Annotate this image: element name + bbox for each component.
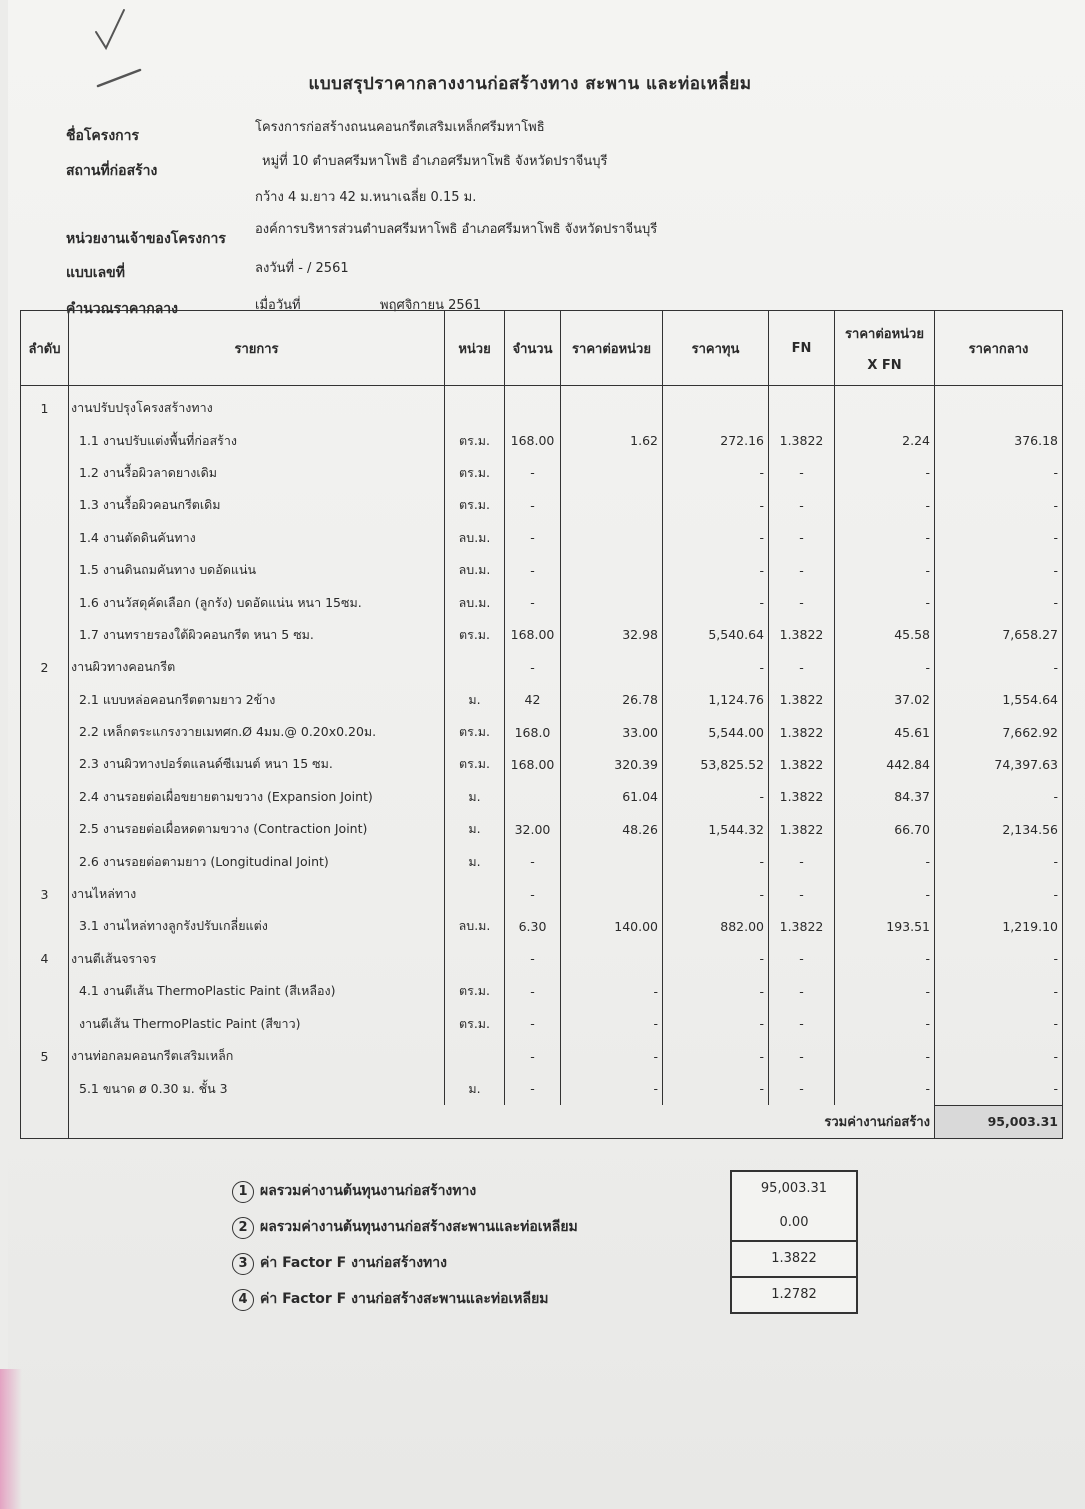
project-value: โครงการก่อสร้างถนนคอนกรีตเสริมเหล็กศรีมหาโพธิ (255, 120, 545, 135)
cell-no (21, 781, 69, 813)
cell-qty: - (505, 522, 561, 554)
cell-no (21, 554, 69, 586)
cell-price-fn: - (835, 943, 935, 975)
summary-value-box: 1.3822 (730, 1242, 858, 1278)
cell-qty: - (505, 489, 561, 521)
cell-qty: - (505, 554, 561, 586)
cell-unit: ลบ.ม. (445, 554, 505, 586)
cell-price-fn: - (835, 1007, 935, 1039)
cell-item: 3.1 งานไหล่ทางลูกรังปรับเกลี่ยแต่ง (69, 910, 445, 942)
header-price-fn (835, 311, 935, 386)
table-row (21, 910, 1063, 942)
cell-unit: ตร.ม. (445, 1007, 505, 1039)
cell-cost: 5,544.00 (663, 716, 769, 748)
summary-number: 1 (232, 1181, 254, 1203)
cell-qty: - (505, 1007, 561, 1039)
cell-price-fn: - (835, 457, 935, 489)
table-row (21, 586, 1063, 618)
cell-unit-price (561, 386, 663, 425)
header-unit: หน่วย (445, 311, 505, 386)
table-row (21, 716, 1063, 748)
summary-row (232, 1252, 447, 1275)
cell-price-fn: - (835, 586, 935, 618)
cell-qty: 168.00 (505, 424, 561, 456)
cell-unit-price (561, 489, 663, 521)
cell-unit-price: 48.26 (561, 813, 663, 845)
cell-no (21, 489, 69, 521)
cell-no (21, 716, 69, 748)
cell-median (935, 386, 1063, 425)
total-row (21, 1105, 1063, 1138)
summary-value-box: 0.00 (730, 1206, 858, 1242)
cell-cost: - (663, 845, 769, 877)
cell-no (21, 1072, 69, 1105)
cell-unit-price: 32.98 (561, 619, 663, 651)
cell-qty: 168.00 (505, 748, 561, 780)
cell-qty: 42 (505, 684, 561, 716)
table-row (21, 1072, 1063, 1105)
cell-qty: - (505, 586, 561, 618)
cell-unit-price (561, 651, 663, 683)
cell-median: - (935, 943, 1063, 975)
cell-fn: 1.3822 (769, 424, 835, 456)
page-edge (0, 1369, 22, 1509)
cell-unit-price: - (561, 1007, 663, 1039)
cell-price-fn: - (835, 878, 935, 910)
cell-no (21, 522, 69, 554)
cell-fn: - (769, 457, 835, 489)
cell-fn: - (769, 975, 835, 1007)
header-no: ลำดับ (21, 311, 69, 386)
cell-unit: ลบ.ม. (445, 910, 505, 942)
dimension-value: กว้าง 4 ม.ยาว 42 ม.หนาเฉลี่ย 0.15 ม. (255, 190, 477, 205)
cell-item: 1.2 งานรื้อผิวลาดยางเดิม (69, 457, 445, 489)
calc-label: คำนวณราคากลาง (66, 301, 179, 317)
cell-price-fn: - (835, 489, 935, 521)
cell-no (21, 586, 69, 618)
cell-cost: 1,124.76 (663, 684, 769, 716)
cell-median: - (935, 457, 1063, 489)
cell-fn: - (769, 845, 835, 877)
cell-item: งานผิวทางคอนกรีต (69, 651, 445, 683)
summary-number: 2 (232, 1217, 254, 1239)
header-cost: ราคาทุน (663, 311, 769, 386)
cell-unit-price (561, 522, 663, 554)
cell-qty: - (505, 878, 561, 910)
cell-qty: - (505, 651, 561, 683)
summary-value-box: 95,003.31 (730, 1170, 858, 1208)
total-empty-cell (21, 1105, 69, 1138)
cell-cost: - (663, 522, 769, 554)
cell-median: 1,554.64 (935, 684, 1063, 716)
cell-unit-price: 320.39 (561, 748, 663, 780)
cell-cost: - (663, 781, 769, 813)
cell-unit (445, 651, 505, 683)
summary-value-box: 1.2782 (730, 1278, 858, 1314)
header-price-fn-line1: ราคาต่อหน่วย (845, 327, 924, 342)
cell-median: - (935, 1040, 1063, 1072)
cell-item: งานปรับปรุงโครงสร้างทาง (69, 386, 445, 425)
summary-label: ผลรวมค่างานต้นทุนงานก่อสร้างสะพานและท่อเหลียม (260, 1219, 578, 1235)
cell-fn: - (769, 1040, 835, 1072)
cell-unit (445, 878, 505, 910)
project-label: ชื่อโครงการ (66, 128, 140, 144)
cell-unit-price (561, 586, 663, 618)
header-fn: FN (769, 311, 835, 386)
cell-cost: - (663, 1040, 769, 1072)
cell-item: 1.6 งานวัสดุคัดเลือก (ลูกรัง) บดอัดแน่น หนา 15ซม. (69, 586, 445, 618)
design-no-value: ลงวันที่ - / 2561 (255, 261, 349, 276)
cell-median: - (935, 554, 1063, 586)
cell-no: 3 (21, 878, 69, 910)
checkmark-pen-mark (88, 4, 158, 94)
table-row (21, 845, 1063, 877)
table-row (21, 489, 1063, 521)
cell-item: 1.1 งานปรับแต่งพื้นที่ก่อสร้าง (69, 424, 445, 456)
table-row (21, 457, 1063, 489)
table-row (21, 1007, 1063, 1039)
cell-unit (445, 386, 505, 425)
cell-item: งานตีเส้น ThermoPlastic Paint (สีขาว) (69, 1007, 445, 1039)
cell-no (21, 619, 69, 651)
cell-no: 1 (21, 386, 69, 425)
table-row (21, 781, 1063, 813)
cell-item: 4.1 งานตีเส้น ThermoPlastic Paint (สีเหลือง) (69, 975, 445, 1007)
cell-no: 5 (21, 1040, 69, 1072)
calc-date-value: พฤศจิกายน 2561 (380, 298, 482, 313)
summary-row (232, 1216, 578, 1239)
location-value: หมู่ที่ 10 ตำบลศรีมหาโพธิ อำเภอศรีมหาโพธิ จังหวัดปราจีนบุรี (262, 154, 608, 169)
table-row (21, 975, 1063, 1007)
cell-price-fn: - (835, 651, 935, 683)
cell-cost: - (663, 1007, 769, 1039)
cell-qty: - (505, 943, 561, 975)
summary-label: ค่า Factor F งานก่อสร้างทาง (260, 1255, 447, 1271)
cell-no (21, 748, 69, 780)
design-no-label: แบบเลขที่ (66, 265, 125, 281)
cell-fn: - (769, 586, 835, 618)
cell-price-fn: - (835, 1072, 935, 1105)
cell-price-fn: - (835, 975, 935, 1007)
cell-qty: 168.0 (505, 716, 561, 748)
table-row (21, 424, 1063, 456)
total-label: รวมค่างานก่อสร้าง (69, 1105, 935, 1138)
cell-cost: 5,540.64 (663, 619, 769, 651)
cell-qty: 32.00 (505, 813, 561, 845)
cell-unit-price: 1.62 (561, 424, 663, 456)
cell-qty: - (505, 457, 561, 489)
cell-no (21, 424, 69, 456)
table-row (21, 651, 1063, 683)
calc-date-prefix: เมื่อวันที่ (255, 298, 301, 313)
cell-median: - (935, 781, 1063, 813)
cell-fn: - (769, 489, 835, 521)
header-qty: จำนวน (505, 311, 561, 386)
cell-cost: - (663, 878, 769, 910)
cell-item: 1.7 งานทรายรองใต้ผิวคอนกรีต หนา 5 ซม. (69, 619, 445, 651)
cell-unit-price: - (561, 1072, 663, 1105)
cell-median: - (935, 1007, 1063, 1039)
cell-item: งานตีเส้นจราจร (69, 943, 445, 975)
cell-qty (505, 781, 561, 813)
header-item: รายการ (69, 311, 445, 386)
total-value: 95,003.31 (935, 1105, 1063, 1138)
cell-no (21, 845, 69, 877)
cell-median: 74,397.63 (935, 748, 1063, 780)
cell-median: 376.18 (935, 424, 1063, 456)
table-row (21, 522, 1063, 554)
table-header-row (21, 311, 1063, 386)
table-body (21, 386, 1063, 1139)
table-row (21, 684, 1063, 716)
summary-row (232, 1180, 476, 1203)
cell-cost: 1,544.32 (663, 813, 769, 845)
cell-cost: - (663, 1072, 769, 1105)
cell-fn: - (769, 878, 835, 910)
cell-median: 1,219.10 (935, 910, 1063, 942)
table-row (21, 386, 1063, 425)
cell-median: - (935, 1072, 1063, 1105)
cell-fn: 1.3822 (769, 684, 835, 716)
owner-value: องค์การบริหารส่วนตำบลศรีมหาโพธิ อำเภอศรีมหาโพธิ จังหวัดปราจีนบุรี (255, 222, 658, 237)
cell-price-fn: 2.24 (835, 424, 935, 456)
cell-qty: - (505, 1040, 561, 1072)
cell-fn: - (769, 651, 835, 683)
cell-unit-price (561, 878, 663, 910)
cell-no (21, 975, 69, 1007)
cell-price-fn (835, 386, 935, 425)
cell-unit: ตร.ม. (445, 424, 505, 456)
location-label: สถานที่ก่อสร้าง (66, 163, 158, 179)
cell-unit-price (561, 943, 663, 975)
cell-cost: 882.00 (663, 910, 769, 942)
cell-price-fn: - (835, 522, 935, 554)
cell-unit (445, 943, 505, 975)
cell-price-fn: 45.61 (835, 716, 935, 748)
cell-cost: - (663, 457, 769, 489)
cell-median: - (935, 586, 1063, 618)
cell-unit: ม. (445, 845, 505, 877)
cell-qty: 168.00 (505, 619, 561, 651)
cell-fn: 1.3822 (769, 910, 835, 942)
cell-unit: ตร.ม. (445, 975, 505, 1007)
cell-price-fn: 66.70 (835, 813, 935, 845)
header-price-fn-line2: X FN (867, 358, 902, 373)
header-unit-price: ราคาต่อหน่วย (561, 311, 663, 386)
cell-item: 2.6 งานรอยต่อตามยาว (Longitudinal Joint) (69, 845, 445, 877)
cell-median: 2,134.56 (935, 813, 1063, 845)
cell-no (21, 684, 69, 716)
cell-qty: - (505, 845, 561, 877)
cell-unit-price: 33.00 (561, 716, 663, 748)
summary-label: ผลรวมค่างานต้นทุนงานก่อสร้างทาง (260, 1183, 477, 1199)
cost-table (20, 310, 1063, 1139)
table-row (21, 943, 1063, 975)
cell-item: 5.1 ขนาด ø 0.30 ม. ชั้น 3 (69, 1072, 445, 1105)
cell-price-fn: 37.02 (835, 684, 935, 716)
cell-unit: ตร.ม. (445, 748, 505, 780)
cell-unit-price: 61.04 (561, 781, 663, 813)
summary-row (232, 1288, 549, 1311)
cell-cost: 272.16 (663, 424, 769, 456)
summary-number: 4 (232, 1289, 254, 1311)
cell-unit: ตร.ม. (445, 619, 505, 651)
cell-no (21, 813, 69, 845)
cell-unit: ลบ.ม. (445, 522, 505, 554)
cell-item: งานท่อกลมคอนกรีตเสริมเหล็ก (69, 1040, 445, 1072)
cell-unit: ม. (445, 781, 505, 813)
cell-median: 7,658.27 (935, 619, 1063, 651)
cell-unit-price: 26.78 (561, 684, 663, 716)
cell-item: 2.2 เหล็กตระแกรงวายเมทศก.Ø 4มม.@ 0.20x0.20ม. (69, 716, 445, 748)
cell-item: งานไหล่ทาง (69, 878, 445, 910)
cell-price-fn: 45.58 (835, 619, 935, 651)
cell-no: 2 (21, 651, 69, 683)
cell-item: 2.5 งานรอยต่อเผื่อหดตามขวาง (Contraction Joint) (69, 813, 445, 845)
cell-median: 7,662.92 (935, 716, 1063, 748)
cell-unit-price: - (561, 975, 663, 1007)
cell-unit: ม. (445, 813, 505, 845)
cell-fn: 1.3822 (769, 781, 835, 813)
cell-cost: - (663, 489, 769, 521)
cell-item: 2.4 งานรอยต่อเผื่อขยายตามขวาง (Expansion Joint) (69, 781, 445, 813)
cell-item: 2.1 แบบหล่อคอนกรีตตามยาว 2ข้าง (69, 684, 445, 716)
cell-fn (769, 386, 835, 425)
cell-cost: - (663, 975, 769, 1007)
cell-fn: - (769, 1072, 835, 1105)
cell-unit: ม. (445, 1072, 505, 1105)
cell-median: - (935, 489, 1063, 521)
header-median: ราคากลาง (935, 311, 1063, 386)
cell-cost: 53,825.52 (663, 748, 769, 780)
cell-unit: ม. (445, 684, 505, 716)
cell-no (21, 910, 69, 942)
cell-cost: - (663, 586, 769, 618)
cell-median: - (935, 522, 1063, 554)
cell-unit-price (561, 845, 663, 877)
cell-unit-price (561, 554, 663, 586)
cell-fn: 1.3822 (769, 813, 835, 845)
cell-no: 4 (21, 943, 69, 975)
cell-price-fn: - (835, 845, 935, 877)
cell-fn: 1.3822 (769, 716, 835, 748)
cell-price-fn: - (835, 1040, 935, 1072)
cell-item: 1.4 งานตัดดินคันทาง (69, 522, 445, 554)
table-row (21, 878, 1063, 910)
cell-price-fn: 84.37 (835, 781, 935, 813)
cell-median: - (935, 651, 1063, 683)
cell-median: - (935, 975, 1063, 1007)
cell-item: 1.3 งานรื้อผิวคอนกรีตเดิม (69, 489, 445, 521)
cell-unit-price: - (561, 1040, 663, 1072)
cell-unit (445, 1040, 505, 1072)
cell-cost: - (663, 554, 769, 586)
cell-no (21, 457, 69, 489)
cell-fn: 1.3822 (769, 748, 835, 780)
cell-item: 1.5 งานดินถมคันทาง บดอัดแน่น (69, 554, 445, 586)
cell-price-fn: 193.51 (835, 910, 935, 942)
cell-qty: - (505, 1072, 561, 1105)
cell-qty: - (505, 975, 561, 1007)
cell-fn: - (769, 1007, 835, 1039)
cell-fn: - (769, 943, 835, 975)
table-row (21, 813, 1063, 845)
table-row (21, 748, 1063, 780)
cell-fn: - (769, 522, 835, 554)
summary-number: 3 (232, 1253, 254, 1275)
cell-item: 2.3 งานผิวทางปอร์ตแลนด์ซีเมนต์ หนา 15 ซม. (69, 748, 445, 780)
owner-label: หน่วยงานเจ้าของโครงการ (66, 231, 226, 247)
table-row (21, 619, 1063, 651)
cell-cost: - (663, 651, 769, 683)
cell-qty (505, 386, 561, 425)
document-title: แบบสรุปราคากลางงานก่อสร้างทาง สะพาน และท่อเหลี่ยม (308, 74, 752, 94)
cell-unit-price (561, 457, 663, 489)
cell-unit: ตร.ม. (445, 489, 505, 521)
cell-unit: ตร.ม. (445, 716, 505, 748)
cell-cost (663, 386, 769, 425)
cell-qty: 6.30 (505, 910, 561, 942)
cell-fn: - (769, 554, 835, 586)
cell-unit: ตร.ม. (445, 457, 505, 489)
cell-median: - (935, 845, 1063, 877)
cell-fn: 1.3822 (769, 619, 835, 651)
cell-unit-price: 140.00 (561, 910, 663, 942)
summary-label: ค่า Factor F งานก่อสร้างสะพานและท่อเหลียม (260, 1291, 549, 1307)
cell-price-fn: 442.84 (835, 748, 935, 780)
cell-median: - (935, 878, 1063, 910)
cell-unit: ลบ.ม. (445, 586, 505, 618)
cell-cost: - (663, 943, 769, 975)
table-row (21, 1040, 1063, 1072)
table-row (21, 554, 1063, 586)
cell-price-fn: - (835, 554, 935, 586)
cell-no (21, 1007, 69, 1039)
